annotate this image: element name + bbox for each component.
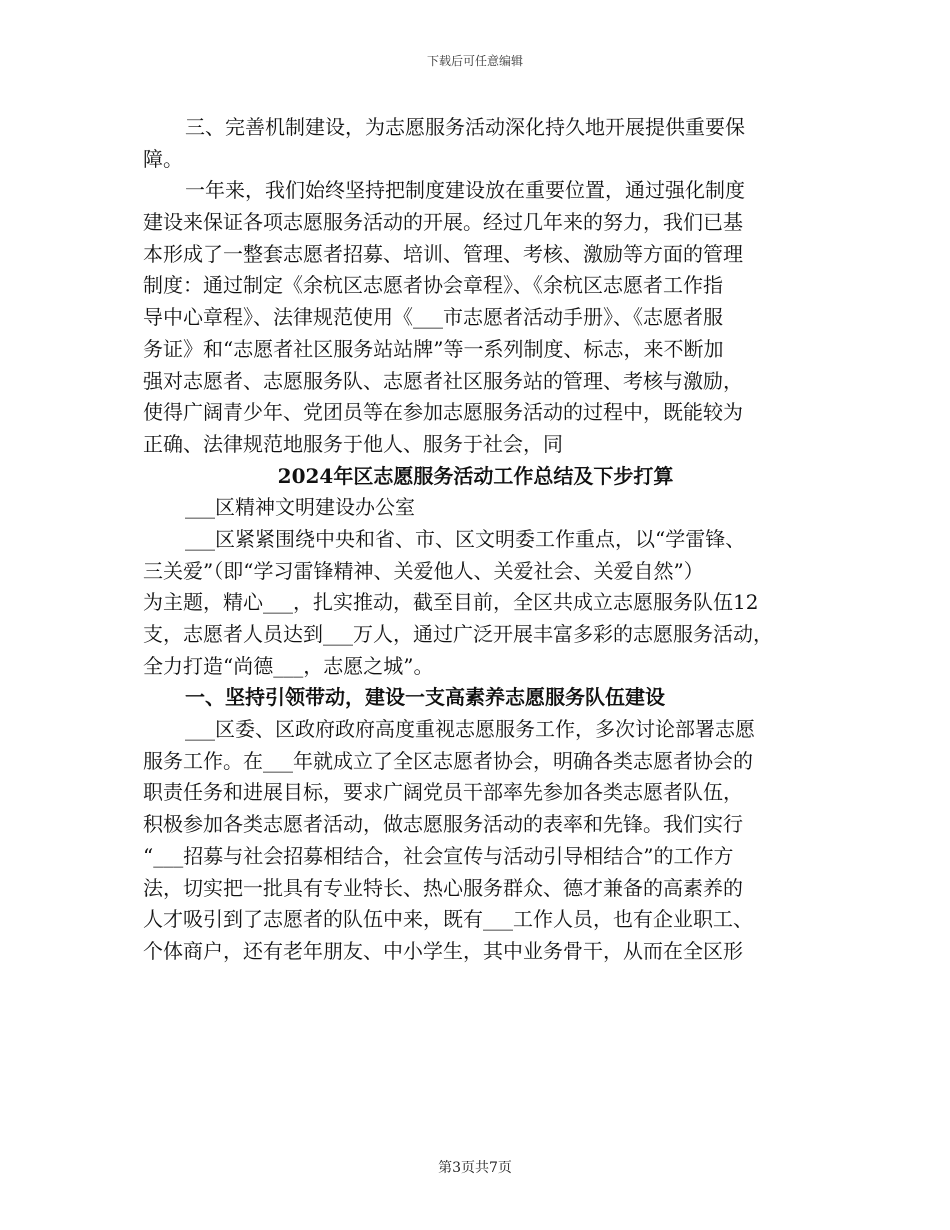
paragraph-line: 一年来，我们始终坚持把制度建设放在重要位置，通过强化制度 bbox=[185, 178, 745, 203]
paragraph-line: 本形成了一整套志愿者招募、培训、管理、考核、激励等方面的管理 bbox=[143, 241, 743, 266]
page-header-note: 下载后可任意编辑 bbox=[426, 54, 523, 68]
paragraph-line: 三关爱”（即“学习雷锋精神、关爱他人、关爱社会、关爱自然”） bbox=[143, 558, 704, 583]
paragraph-line: 导中心章程》、法律规范使用《___市志愿者活动手册》、《志愿者服 bbox=[143, 305, 723, 330]
paragraph-line: 障。 bbox=[143, 146, 183, 171]
paragraph-line: 服务工作。在___年就成立了全区志愿者协会，明确各类志愿者协会的 bbox=[143, 748, 753, 773]
paragraph-line: ___区委、区政府政府高度重视志愿服务工作，多次讨论部署志愿 bbox=[185, 717, 755, 742]
paragraph-line: 全力打造“尚德___，志愿之城”。 bbox=[143, 653, 434, 678]
paragraph-line: ___区紧紧围绕中央和省、市、区文明委工作重点，以“学雷锋、 bbox=[185, 526, 746, 551]
paragraph-line: 建设来保证各项志愿服务活动的开展。经过几年来的努力，我们已基 bbox=[143, 210, 743, 235]
section-heading: 一、坚持引领带动，建设一支高素养志愿服务队伍建设 bbox=[185, 685, 665, 710]
document-body bbox=[143, 112, 808, 968]
paragraph-line: 为主题，精心___，扎实推动，截至目前，全区共成立志愿服务队伍12 bbox=[143, 590, 759, 615]
paragraph-line: 支，志愿者人员达到___万人，通过广泛开展丰富多彩的志愿服务活动， bbox=[143, 622, 773, 646]
paragraph-line: 正确、法律规范地服务于他人、服务于社会，同 bbox=[143, 431, 563, 456]
page-number: 第3页共7页 bbox=[438, 1160, 512, 1176]
paragraph-line: “___招募与社会招募相结合，社会宣传与活动引导相结合”的工作方 bbox=[143, 843, 734, 868]
paragraph-line: 积极参加各类志愿者活动，做志愿服务活动的表率和先锋。我们实行 bbox=[143, 812, 743, 837]
paragraph-line: 法，切实把一批具有专业特长、热心服务群众、德才兼备的高素养的 bbox=[143, 875, 743, 900]
paragraph-line: 人才吸引到了志愿者的队伍中来，既有___工作人员，也有企业职工、 bbox=[143, 907, 753, 932]
paragraph-line: 务证》和“志愿者社区服务站站牌”等一系列制度、标志，来不断加 bbox=[143, 336, 724, 361]
paragraph-line: 个体商户，还有老年朋友、中小学生，其中业务骨干，从而在全区形 bbox=[143, 938, 743, 963]
paragraph-line: 强对志愿者、志愿服务队、志愿者社区服务站的管理、考核与激励， bbox=[143, 368, 743, 393]
paragraph-line: 使得广阔青少年、党团员等在参加志愿服务活动的过程中，既能较为 bbox=[143, 400, 743, 425]
document-title: 2024年区志愿服务活动工作总结及下步打算 bbox=[277, 463, 674, 488]
paragraph-line: 职责任务和进展目标，要求广阔党员干部率先参加各类志愿者队伍， bbox=[143, 780, 743, 805]
paragraph-line: 制度：通过制定《余杭区志愿者协会章程》、《余杭区志愿者工作指 bbox=[143, 273, 723, 298]
author-line: ___区精神文明建设办公室 bbox=[185, 495, 415, 520]
paragraph-line: 三、完善机制建设，为志愿服务活动深化持久地开展提供重要保 bbox=[185, 115, 745, 139]
